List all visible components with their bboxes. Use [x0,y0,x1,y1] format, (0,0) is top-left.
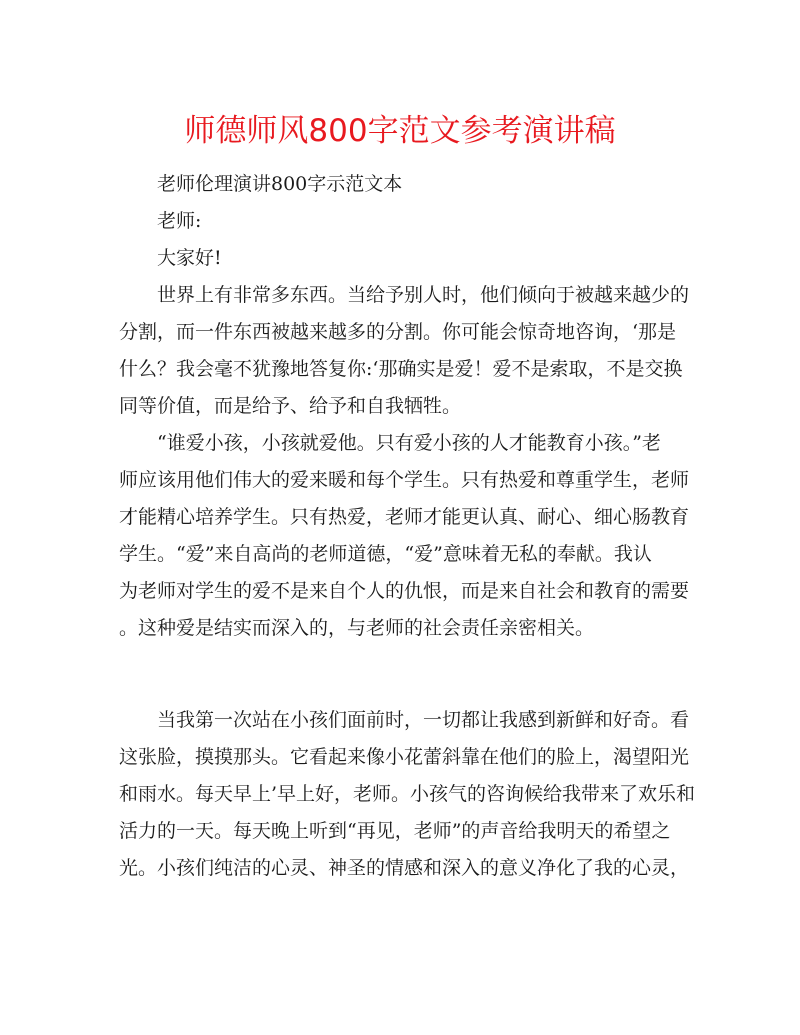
paragraph-line: 师应该用他们伟大的爱来暖和每个学生。只有热爱和尊重学生，老师 [119,469,690,491]
paragraph-line: 才能精心培养学生。只有热爱，老师才能更认真、耐心、细心肠教育 [119,506,690,528]
paragraph-line: 当我第一次站在小孩们面前时，一切都让我感到新鲜和好奇。看 [157,709,690,731]
paragraph-line: “谁爱小孩，小孩就爱他。只有爱小孩的人才能教育小孩。”老 [157,432,661,454]
document-subtitle: 老师伦理演讲800字示范文本 [157,173,403,195]
paragraph-line: 。这种爱是结实而深入的，与老师的社会责任亲密相关。 [119,617,595,639]
paragraph-line: 分割，而一件东西被越来越多的分割。你可能会惊奇地咨询，‘那是 [119,321,677,343]
salutation: 老师: [157,210,202,232]
paragraph-line: 同等价值，而是给予、给予和自我牺牲。 [119,395,462,417]
paragraph-3 [119,702,696,887]
paragraph-line: 这张脸，摸摸那头。它看起来像小花蕾斜靠在他们的脸上，渴望阳光 [119,746,690,768]
document-title: 师德师风800字范文参考演讲稿 [184,113,616,149]
paragraph-2 [119,425,690,647]
paragraph-line: 什么？我会毫不犹豫地答复你:‘那确实是爱！爱不是索取，不是交换 [119,358,683,380]
paragraph-1 [119,277,690,425]
paragraph-spacer [119,647,679,702]
paragraph-line: 活力的一天。每天晚上听到“再见，老师”的声音给我明天的希望之 [119,820,671,842]
paragraph-line: 为老师对学生的爱不是来自个人的仇恨，而是来自社会和教育的需要 [119,580,690,602]
document-body [119,166,696,887]
greeting: 大家好! [157,247,222,269]
paragraph-line: 学生。“爱”来自高尚的老师道德，“爱”意味着无私的奉献。我认 [119,543,652,565]
paragraph-line: 光。小孩们纯洁的心灵、神圣的情感和深入的意义净化了我的心灵， [119,857,690,879]
paragraph-line: 和雨水。每天早上’早上好，老师。小孩气的咨询候给我带来了欢乐和 [119,783,696,805]
paragraph-line: 世界上有非常多东西。当给予别人时，他们倾向于被越来越少的 [157,284,690,306]
